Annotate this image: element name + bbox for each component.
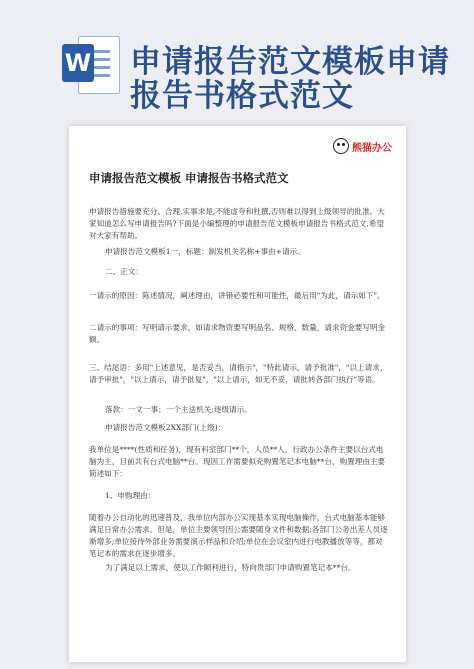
- document-preview: [69, 126, 406, 662]
- paragraph-intro: 申请报告措施要充分、合理,实事求是,不能虚夸和杜撰,否则难以得到上级领导的批准。大家知道怎么写申请报告吗?下面是小编整理的申请报告范文模板申请报告书格式范文,希望对大家有帮助。: [89, 207, 385, 240]
- word-doc-icon: [62, 34, 118, 94]
- banner-title-line-1: 申请报告范文模板申请: [130, 44, 450, 80]
- paragraph-signature: 落款：一文一事；一个主送机关;逐级请示。: [105, 405, 252, 414]
- paragraph-unit-info: 我单位是****(性质和任务)，现有科室部门**个，人员**人，行政办公条件主要以台式电脑为主，目前共有台式电脑**台。现因工作需要拟充购置笔记本电脑**台，购置理由主要简述如下：: [89, 445, 386, 478]
- brand-logo-text: 熊猫办公: [352, 142, 392, 154]
- banner-title-line-2: 报告书格式范文: [130, 78, 354, 114]
- banner: [0, 0, 474, 114]
- paragraph-reason: 一请示的原因：陈述情况，阐述理由，讲错必要性和可能性，最后用"为此，请示如下"。: [89, 291, 385, 300]
- paragraph-body-heading: 二、正文：: [105, 267, 143, 276]
- word-letter-tile: W: [62, 44, 94, 82]
- document-title: 申请报告范文模板 申请报告书格式范文: [89, 171, 289, 185]
- paragraph-request: 为了满足以上需求，使以工作顺利进行，特向贵部门申请购置笔记本**台。: [105, 563, 356, 572]
- paragraph-reason-detail: 随着办公自动化的迅速普及，我单位内部办公实现基本实现电脑操作，台式电脑基本能够满足日常办公需求。但是，单位主要领导因公需要随身文件和数据;各部门公务出差人员逐渐增多;单位接待外部业务需要演示样品和介绍;单位在会议室内进行电教播放等等，都对笔记本的需求在逐步增多。: [89, 513, 388, 558]
- paragraph-reason-heading: 1、申购理由：: [105, 491, 156, 500]
- paragraph-template1-heading: 申请报告范文模板1一，标题：制发机关名称+事由+请示。: [105, 247, 305, 256]
- panda-icon: [333, 138, 349, 154]
- paragraph-matters: 二请示的事项：写明请示要求，如请求物资要写明品名、规格、数量，请求资金要写明金额。: [89, 323, 386, 344]
- paragraph-closing: 三、结尾语：多用"上述意见，是否妥当，请指示"，"特此请示，请予批准"，"以上请求，请予审批"，"以上请示，请予批复"，"以上请示，如无不妥，请批转各部门执行"等语。: [89, 363, 388, 384]
- brand-logo: [333, 138, 392, 154]
- paragraph-template2-heading: 申请报告范文模板2XX部门(上级)：: [105, 423, 226, 432]
